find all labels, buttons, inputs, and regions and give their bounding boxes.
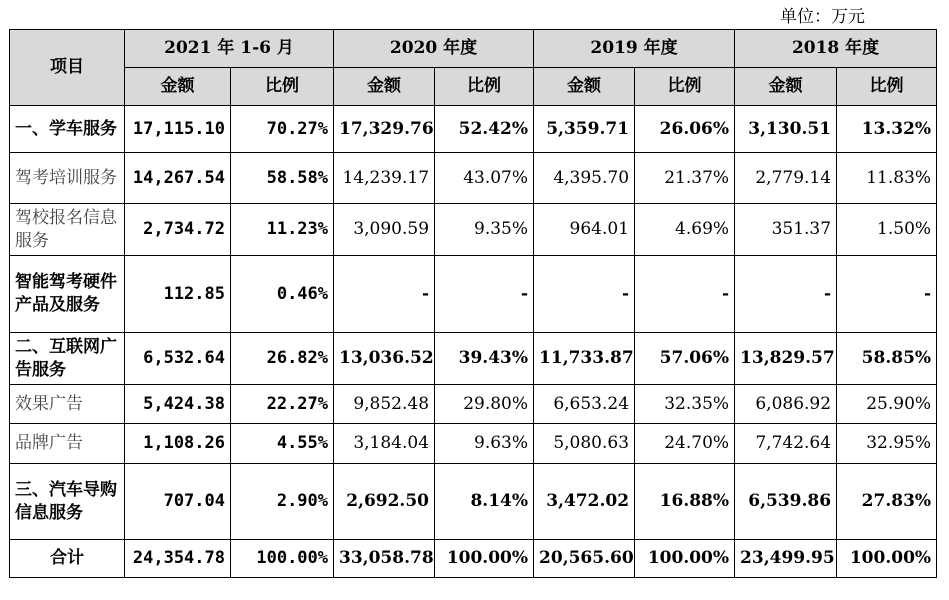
cell-value: 2,779.14 [735,153,837,204]
cell-value: 6,086.92 [735,385,837,424]
row-label: 一、学车服务 [10,106,125,153]
cell-value: 964.01 [534,204,635,256]
header-amount: 金额 [334,68,435,106]
cell-value: 39.43% [435,333,534,385]
cell-value: 13.32% [837,106,937,153]
cell-value: 25.90% [837,385,937,424]
cell-value: 100.00% [837,540,937,578]
cell-value: 2.90% [231,464,334,540]
header-item: 项目 [10,30,125,106]
cell-value: 32.35% [635,385,735,424]
row-label: 二、互联网广告服务 [10,333,125,385]
unit-label: 单位：万元 [780,7,865,27]
cell-value: 6,532.64 [125,333,231,385]
cell-value: 24.70% [635,424,735,464]
cell-value: 0.46% [231,256,334,333]
cell-value: 21.37% [635,153,735,204]
cell-value: 351.37 [735,204,837,256]
cell-value: 58.58% [231,153,334,204]
cell-value: 24,354.78 [125,540,231,578]
cell-value: 26.06% [635,106,735,153]
row-label: 三、汽车导购信息服务 [10,464,125,540]
cell-value: 9.63% [435,424,534,464]
cell-value: - [735,256,837,333]
cell-value: 4.69% [635,204,735,256]
cell-value: 3,472.02 [534,464,635,540]
header-ratio: 比例 [635,68,735,106]
cell-value: 16.88% [635,464,735,540]
header-amount: 金额 [735,68,837,106]
cell-value: 4,395.70 [534,153,635,204]
cell-value: 11.83% [837,153,937,204]
row-label: 效果广告 [10,385,125,424]
header-ratio: 比例 [837,68,937,106]
header-amount: 金额 [534,68,635,106]
cell-value: 11,733.87 [534,333,635,385]
cell-value: 33,058.78 [334,540,435,578]
cell-value: 4.55% [231,424,334,464]
cell-value: 1,108.26 [125,424,231,464]
cell-value: 8.14% [435,464,534,540]
table-row [10,106,937,153]
revenue-table [9,29,937,578]
header-period-2018: 2018 年度 [735,30,937,68]
row-label: 合计 [10,540,125,578]
cell-value: - [435,256,534,333]
cell-value: 14,267.54 [125,153,231,204]
header-period-2020: 2020 年度 [334,30,534,68]
header-ratio: 比例 [231,68,334,106]
cell-value: 1.50% [837,204,937,256]
table-row [10,464,937,540]
table-row [10,540,937,578]
cell-value: 2,692.50 [334,464,435,540]
cell-value: 57.06% [635,333,735,385]
cell-value: 13,829.57 [735,333,837,385]
cell-value: - [534,256,635,333]
cell-value: 58.85% [837,333,937,385]
cell-value: 5,424.38 [125,385,231,424]
cell-value: 43.07% [435,153,534,204]
table-row [10,424,937,464]
cell-value: 100.00% [231,540,334,578]
cell-value: 27.83% [837,464,937,540]
header-period-2021h1: 2021 年 1-6 月 [125,30,334,68]
header-amount: 金额 [125,68,231,106]
table-row [10,204,937,256]
cell-value: 707.04 [125,464,231,540]
cell-value: 17,329.76 [334,106,435,153]
cell-value: 17,115.10 [125,106,231,153]
cell-value: 9,852.48 [334,385,435,424]
header-period-2019: 2019 年度 [534,30,735,68]
cell-value: - [334,256,435,333]
cell-value: 32.95% [837,424,937,464]
cell-value: 22.27% [231,385,334,424]
cell-value: 6,539.86 [735,464,837,540]
row-label: 驾校报名信息服务 [10,204,125,256]
cell-value: 9.35% [435,204,534,256]
cell-value: 26.82% [231,333,334,385]
cell-value: 29.80% [435,385,534,424]
header-ratio: 比例 [435,68,534,106]
cell-value: 23,499.95 [735,540,837,578]
cell-value: 6,653.24 [534,385,635,424]
cell-value: 100.00% [635,540,735,578]
cell-value: 100.00% [435,540,534,578]
table-row [10,256,937,333]
row-label: 驾考培训服务 [10,153,125,204]
cell-value: 13,036.52 [334,333,435,385]
row-label: 智能驾考硬件产品及服务 [10,256,125,333]
table-row [10,333,937,385]
table-row [10,153,937,204]
cell-value: 3,090.59 [334,204,435,256]
cell-value: 5,080.63 [534,424,635,464]
cell-value: 112.85 [125,256,231,333]
cell-value: 14,239.17 [334,153,435,204]
cell-value: 52.42% [435,106,534,153]
cell-value: 11.23% [231,204,334,256]
cell-value: 20,565.60 [534,540,635,578]
row-label: 品牌广告 [10,424,125,464]
cell-value: 70.27% [231,106,334,153]
table-row [10,385,937,424]
cell-value: 3,184.04 [334,424,435,464]
cell-value: - [837,256,937,333]
cell-value: 3,130.51 [735,106,837,153]
cell-value: 2,734.72 [125,204,231,256]
cell-value: - [635,256,735,333]
cell-value: 5,359.71 [534,106,635,153]
cell-value: 7,742.64 [735,424,837,464]
